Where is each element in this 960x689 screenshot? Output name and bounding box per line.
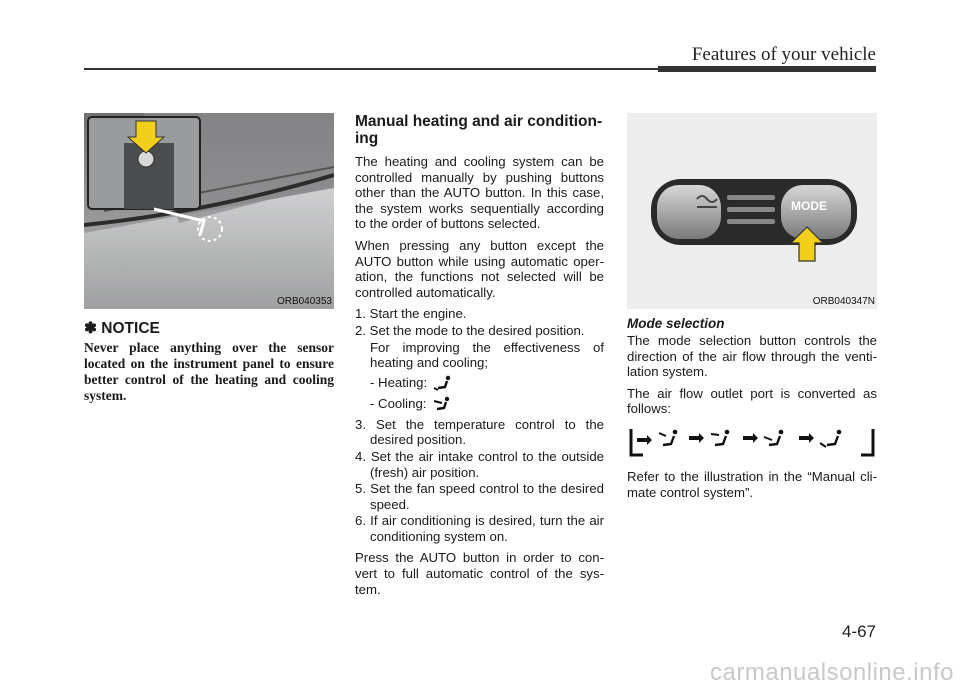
figure-label-2: ORB040347N bbox=[812, 296, 875, 307]
figure-label-1: ORB040353 bbox=[276, 296, 332, 307]
windshield-sensor-photo bbox=[84, 113, 334, 309]
vent-mode-icon bbox=[659, 430, 677, 445]
floor-mode-icon-2 bbox=[764, 430, 783, 445]
mode-selection-title: Mode selection bbox=[627, 316, 725, 331]
improve-note: For improving the effectiveness of heating and cooling; bbox=[370, 339, 604, 371]
defrost-floor-mode-icon bbox=[820, 430, 841, 447]
mode-para-3: Refer to the illustration in the “Manual cli-mate control system”. bbox=[627, 468, 877, 500]
mode-panel-illustration bbox=[627, 113, 877, 309]
manual-para-1: The heating and cooling system can be controlled manually by pushing buttons other than the AUTO button. In this case, the system works sequentially according to the order of buttons selected. bbox=[355, 154, 604, 232]
section-title-manual: Manual heating and air condition-ing bbox=[355, 113, 603, 147]
page-header-title: Features of your vehicle bbox=[691, 44, 876, 65]
face-mode-icon bbox=[432, 396, 454, 412]
bilevel-mode-icon bbox=[711, 430, 729, 445]
cooling-line bbox=[355, 396, 604, 412]
step-5: 5. Set the fan speed control to the desired speed. bbox=[355, 481, 604, 512]
step-2: 2. Set the mode to the desired position. bbox=[355, 322, 585, 338]
mode-flow-diagram bbox=[627, 425, 877, 459]
header-bar bbox=[658, 66, 876, 72]
cooling-label: - Cooling: bbox=[370, 395, 427, 411]
notice-title: ✽ NOTICE bbox=[84, 320, 160, 337]
column-right bbox=[627, 113, 877, 506]
step-3: 3. Set the temperature control to the desired position. bbox=[355, 416, 604, 448]
heating-line bbox=[355, 375, 604, 391]
step-4: 4. Set the air intake control to the outside (fresh) air position. bbox=[355, 448, 604, 480]
manual-para-3: Press the AUTO button in order to con-vert to full automatic control of the sys-tem. bbox=[355, 550, 604, 597]
mode-button-photo bbox=[627, 113, 877, 309]
mode-para-2: The air flow outlet port is converted as follows: bbox=[627, 385, 877, 417]
watermark: carmanualsonline.info bbox=[710, 659, 954, 686]
mode-para-1: The mode selection button controls the direction of the air flow through the venti-lation system. bbox=[627, 333, 877, 380]
mode-sequence-icons bbox=[627, 425, 877, 459]
column-middle bbox=[355, 113, 604, 603]
page-number: 4-67 bbox=[841, 622, 876, 641]
column-left bbox=[84, 113, 334, 404]
step-6: 6. If air conditioning is desired, turn the air conditioning system on. bbox=[355, 513, 604, 544]
manual-para-2: When pressing any button except the AUTO button while using automatic oper-ation, the functions not selected will be controlled automatically. bbox=[355, 237, 604, 300]
mode-button-text: MODE bbox=[791, 199, 827, 213]
heating-label: - Heating: bbox=[370, 374, 428, 390]
step-1: 1. Start the engine. bbox=[355, 306, 467, 322]
notice-body: Never place anything over the sensor located on the instrument panel to ensure better control of the heating and cooling system. bbox=[84, 340, 334, 403]
sensor-photo-illustration bbox=[84, 113, 334, 309]
floor-mode-icon bbox=[433, 375, 455, 391]
